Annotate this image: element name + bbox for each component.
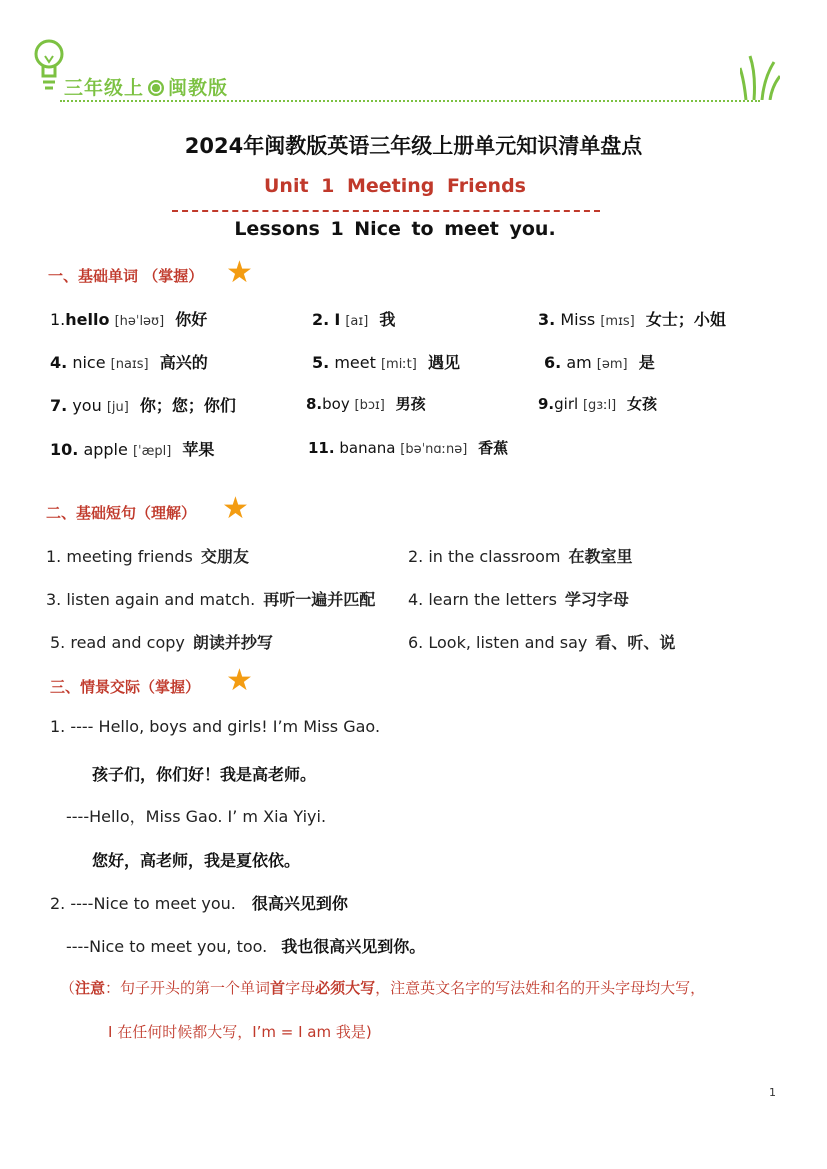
unit-title: Unit 1 Meeting Friends — [264, 175, 526, 197]
dialog-line: ----Nice to meet you, too. 我也很高兴见到你。 — [66, 937, 426, 956]
phrase-item: 1. meeting friends 交朋友 — [46, 547, 249, 566]
note-text: （注意：句子开头的第一个单词首字母必须大写，注意英文名字的写法姓和名的开头字母均大写， — [60, 979, 706, 997]
vocab-item: 5. meet [miːt] 遇见 — [312, 353, 460, 372]
phrase-section-title: 二、基础短句（理解） — [46, 504, 197, 522]
brand-grade: 三年级上 — [64, 77, 145, 99]
phrase-item: 5. read and copy 朗读并抄写 — [50, 633, 273, 652]
dialog-line: 2. ----Nice to meet you. 很高兴见到你 — [50, 894, 348, 913]
header-divider — [60, 100, 760, 102]
dialog-translation: 孩子们，你们好！我是高老师。 — [92, 765, 317, 784]
phrase-item: 4. learn the letters 学习字母 — [408, 590, 629, 609]
page-number: 1 — [769, 1086, 776, 1099]
dialog-line: ----Hello，Miss Gao. I’ m Xia Yiyi. — [66, 807, 327, 826]
vocab-item: 3. Miss [mɪs] 女士；小姐 — [538, 310, 726, 329]
note-text-line2: I 在任何时候都大写，I’m = I am 我是) — [108, 1023, 372, 1041]
vocab-item: 9.girl [gɜːl] 女孩 — [538, 395, 658, 413]
star-icon: ★ — [226, 663, 253, 698]
vocab-item: 10. apple [ˈæpl] 苹果 — [50, 440, 215, 459]
brand-label — [64, 73, 228, 100]
phrase-item: 3. listen again and match. 再听一遍并匹配 — [46, 590, 376, 609]
sun-icon — [148, 80, 164, 96]
dialog-section-title: 三、情景交际（掌握） — [50, 678, 201, 696]
page-title: 2024年闽教版英语三年级上册单元知识清单盘点 — [184, 134, 643, 158]
unit-divider — [172, 210, 600, 212]
star-icon: ★ — [226, 255, 253, 290]
dialog-line: 1. ---- Hello, boys and girls! I’m Miss Gao. — [50, 717, 381, 736]
lightbulb-icon — [32, 38, 66, 100]
lesson-title: Lessons 1 Nice to meet you. — [234, 218, 556, 240]
phrase-item: 6. Look, listen and say 看、听、说 — [408, 633, 676, 652]
vocab-section-title: 一、基础单词 （掌握） — [48, 267, 204, 285]
dialog-translation: 您好，高老师，我是夏依依。 — [92, 851, 301, 870]
vocab-item: 2. I [aɪ] 我 — [312, 310, 396, 329]
phrase-item: 2. in the classroom 在教室里 — [408, 547, 633, 566]
vocab-item: 7. you [ju] 你；您；你们 — [50, 396, 236, 415]
vocab-item: 11. banana [bəˈnɑːnə] 香蕉 — [308, 439, 509, 457]
vocab-item: 1.hello [həˈləʊ] 你好 — [50, 310, 208, 329]
vocab-item: 6. am [əm] 是 — [544, 353, 655, 372]
vocab-item: 8.boy [bɔɪ] 男孩 — [306, 395, 426, 413]
brand-edition: 闽教版 — [168, 77, 229, 99]
vocab-item: 4. nice [naɪs] 高兴的 — [50, 353, 208, 372]
star-icon: ★ — [222, 491, 249, 526]
grass-icon — [740, 54, 780, 100]
